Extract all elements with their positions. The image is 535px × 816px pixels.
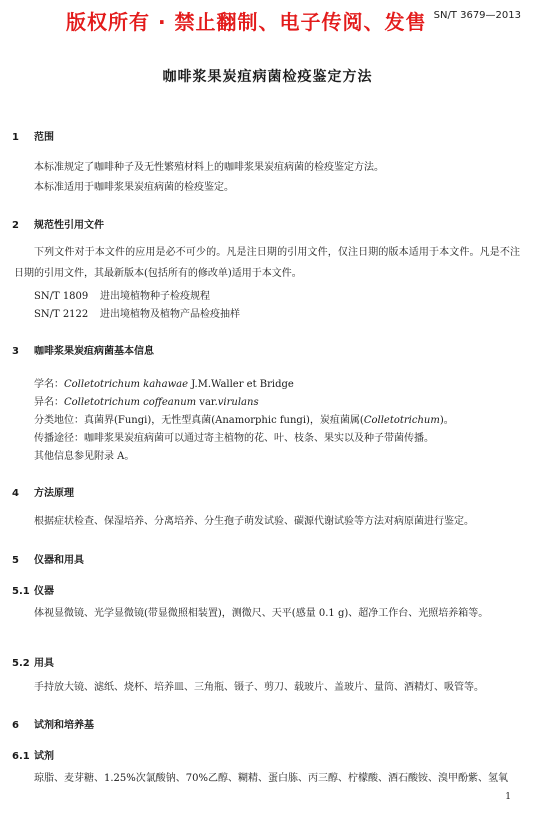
section-title: 仪器和用具 [34, 555, 84, 566]
section-title: 试剂 [34, 751, 54, 762]
section-1-heading [12, 128, 54, 143]
section-number: 6.1 [12, 751, 30, 762]
synonym-variety: virulans [217, 397, 259, 408]
synonym-var: var. [196, 397, 218, 408]
section-title: 试剂和培养基 [34, 720, 94, 731]
standard-number: SN/T 3679—2013 [433, 10, 521, 21]
section-6-heading [12, 716, 94, 731]
section-title: 规范性引用文件 [34, 220, 104, 231]
section-5-1-heading [12, 582, 54, 597]
section-number: 2 [12, 220, 19, 231]
section-number: 6 [12, 720, 19, 731]
reference-title: 进出境植物及植物产品检疫抽样 [100, 309, 240, 320]
classification-end: )。 [439, 415, 454, 426]
synonym-line [34, 393, 259, 408]
synonym-label: 异名： [34, 397, 64, 408]
section-number: 5.1 [12, 586, 30, 597]
section-number: 5.2 [12, 658, 30, 669]
synonym-name: Colletotrichum coffeanum [64, 397, 197, 408]
section-number: 5 [12, 555, 19, 566]
scientific-name-label: 学名： [34, 379, 64, 390]
scientific-name-line [34, 375, 294, 390]
classification-line [34, 411, 454, 426]
scientific-name: Colletotrichum kahawae [64, 379, 189, 390]
scope-paragraph-1: 本标准规定了咖啡种子及无性繁殖材料上的咖啡浆果炭疽病菌的检疫鉴定方法。 [34, 162, 384, 173]
section-2-heading [12, 216, 104, 231]
section-title: 咖啡浆果炭疽病菌基本信息 [34, 346, 154, 357]
other-info-line: 其他信息参见附录 A。 [34, 451, 135, 462]
section-3-heading [12, 342, 154, 357]
section-number: 3 [12, 346, 19, 357]
section-title: 用具 [34, 658, 54, 669]
section-title: 范围 [34, 132, 54, 143]
section-title: 仪器 [34, 586, 54, 597]
section-4-heading [12, 484, 74, 499]
document-title: 咖啡浆果炭疽病菌检疫鉴定方法 [162, 69, 373, 85]
copyright-watermark: 版权所有 · 禁止翻制、电子传阅、发售 [66, 10, 427, 34]
scope-paragraph-2: 本标准适用于咖啡浆果炭疽病菌的检疫鉴定。 [34, 182, 234, 193]
section-6-1-heading [12, 747, 54, 762]
genus-name: Colletotrichum [363, 415, 440, 426]
section-number: 1 [12, 132, 19, 143]
section-number: 4 [12, 488, 19, 499]
reagents-paragraph: 琼脂、麦芽糖、1.25%次氯酸钠、70%乙醇、糊精、蛋白胨、丙三醇、柠檬酸、酒石酸铵、溴甲酚紫、氢氧 [34, 773, 508, 784]
normative-references-paragraph: 下列文件对于本文件的应用是必不可少的。凡是注日期的引用文件，仅注日期的版本适用于本文件。凡是不注日期的引用文件，其最新版本(包括所有的修改单)适用于本文件。 [14, 247, 520, 279]
reference-code: SN/T 1809 [34, 291, 89, 302]
page-number: 1 [505, 792, 511, 802]
classification-text: 分类地位：真菌界(Fungi)，无性型真菌(Anamorphic fungi)，炭疽菌属( [34, 415, 364, 426]
scientific-name-author: J.M.Waller et Bridge [188, 379, 294, 390]
reference-item [34, 305, 240, 320]
reference-code: SN/T 2122 [34, 309, 89, 320]
method-principle-paragraph: 根据症状检查、保湿培养、分离培养、分生孢子萌发试验、碳源代谢试验等方法对病原菌进行鉴定。 [34, 516, 474, 527]
reference-item [34, 287, 210, 302]
tools-paragraph: 手持放大镜、滤纸、烧杯、培养皿、三角瓶、镊子、剪刀、载玻片、盖玻片、量筒、酒精灯、吸管等。 [34, 682, 484, 693]
section-5-2-heading [12, 654, 54, 669]
transmission-line: 传播途径：咖啡浆果炭疽病菌可以通过寄主植物的花、叶、枝条、果实以及种子带菌传播。 [34, 433, 434, 444]
instruments-paragraph: 体视显微镜、光学显微镜(带显微照相装置)，测微尺、天平(感量 0.1 g)、超净工作台、光照培养箱等。 [34, 608, 489, 619]
section-title: 方法原理 [34, 488, 74, 499]
reference-title: 进出境植物种子检疫规程 [100, 291, 210, 302]
section-5-heading [12, 551, 84, 566]
